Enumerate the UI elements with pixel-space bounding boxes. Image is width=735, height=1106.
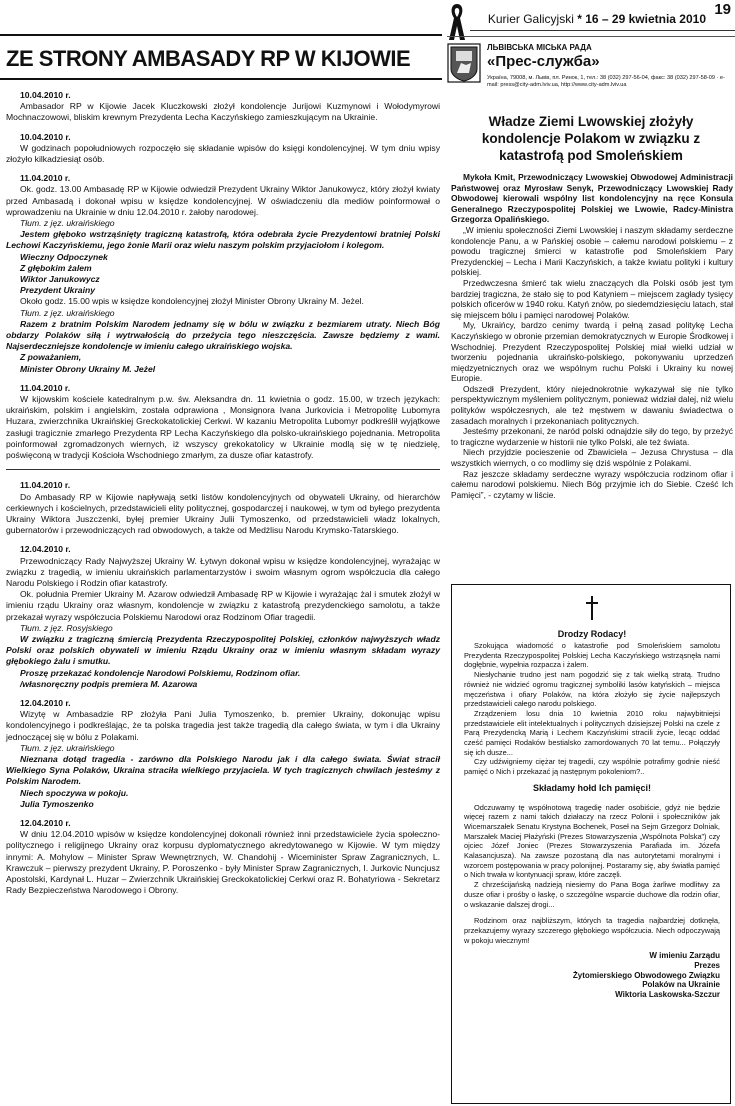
article-paragraph: My, Ukraińcy, bardzo cenimy twardą i pełną zasad politykę Lecha Kaczyńskiego w obronie przemian demokratycznych w Europie Środkowej i Wschodniej. Prezydent Rzeczypospolitej Polskiej miał wielki udział w tworzeniu pojednania ukraińsko-polskiego, pokonywaniu uprzedzeń międzyetnicznych oraz we wspólnym ruchu Polski i Ukrainy ku nowej Europie. [451,320,733,384]
entry-date: 12.04.2010 r. [20,544,71,555]
box-paragraph: Niesłychanie trudno jest nam pogodzić się z tak wielką stratą. Trudno również nie widzieć ogromu tragicznej symboliki lasów katyńskich – miejsca męczeństwa i ofiary Polaków, na która złożyło się życie najlepszych przedstawicieli całego narodu polskiego. [464,670,720,709]
entry-text: Do Ambasady RP w Kijowie napływają setki listów kondolencyjnych od obywateli Ukrainy, od hierarchów cerkiewnych i kościelnych, przedstawicieli elity politycznej, gospodarczej i naukowej, w tym od byłego prezydenta Ukrainy Wiktora Juszczenki, byłej premier Ukrainy Julii Tymoszenko, od przedstawicieli władz lokalnych, gubernatorów i przewodniczących rad obwodowych, a także od Medżlisu Narodu Krymsko-Tatarskiego. [6,491,440,536]
quote-line: Julia Tymoszenko [20,798,94,809]
quote-line: Niech spoczywa w pokoju. [20,787,129,798]
quote-line: Z głębokim żalem [20,262,92,273]
entry-text: Około godz. 15.00 wpis w księdze kondolencyjnej złożył Minister Obrony Ukrainy M. Jeżel. [20,296,364,307]
article-paragraph: Niech przyjdzie pocieszenie od Zbawiciela – Jezusa Chrystusa – dla wszystkich wiernych, o co modlimy się dziś wspólnie z Polakami. [451,447,733,469]
entry [6,173,440,375]
signature-line: Polaków na Ukrainie [642,980,720,990]
article-headline: Władze Ziemi Lwowskiej złożyły kondolencje Polakom w związku z katastrofą pod Smoleńskiem [481,114,701,163]
signature-line: Prezes [694,960,720,970]
entry-text: W dniu 12.04.2010 wpisów w księdze kondolencyjnej dokonali również inni przedstawiciele życia społeczno-politycznego i religijnego Ukrainy oraz korpusu dyplomatycznego akredytowanego w Kijowie. W tym między innymi: A. Mohylow – Minister Spraw Wewnętrznych, W. Chandohij - Wiceminister Spraw Zagranicznych, L. Krawczuk – pierwszy prezydent Ukrainy, P. Poroszenko - były Minister Spraw Zagranicznych, I. Jurkovic Nuncjusz Apostolski, Kardynał L. Huzar – Zwierzchnik Ukraińskiej Greckokatolickiej Cerkwi oraz R. Bohatyriowa - Sekretarz Rady Bezpieczeństwa Narodowego i Obrony. [6,829,440,896]
box-paragraph: Zrządzeniem losu dnia 10 kwietnia 2010 roku najwybitniejsi przedstawiciele elit intelektualnych i politycznych dzisiejszej Polski na czele z Parą Prezydencką Marią i Lechem Kaczyńskimi stracili życie, lecąc oddać cześć pamięci Rodaków bestialsko zamordowanych 70 lat temu... Połączyły się ich dusze... [464,708,720,757]
entry-text: Wizytę w Ambasadzie RP złożyła Pani Julia Tymoszenko, b. premier Ukrainy, dokonując wpisu kondolencyjnego i podkreślając, że ta polska tragedia jest także tragedią dla całego świata, w tym i dla Ukrainy jednoczącej się w bólu z Polakami. [6,709,440,742]
quote-line: Minister Obrony Ukrainy M. Jeżel [20,363,156,374]
quote-line: Proszę przekazać kondolencje Narodowi Polskiemu, Rodzinom ofiar. [20,667,301,678]
lviv-column [447,36,735,500]
divider [6,469,440,470]
entry-text: Przewodniczący Rady Najwyższej Ukrainy W. Łytwyn dokonał wpisu w księdze kondolencyjnej, wyrażając w związku z tragedią, w imieniu ukraińskich parlamentarzystów i swoim własnym ogrom współczucia dla całego Narodu Polskiego i Rodzin ofiar katastrofy. [6,555,440,588]
quote-line: Wieczny Odpoczynek [20,251,108,262]
quote-line: /własnoręczny podpis premiera M. Azarowa [20,678,198,689]
running-header [470,12,706,26]
entry-date: 12.04.2010 r. [20,817,71,828]
quote: W związku z tragiczną śmiercią Prezydenta Rzeczypospolitej Polskiej, członków najwyższych władz Polski oraz polskich obywateli w imieniu Rządu Ukrainy oraz w imieniu własnym składam wyrazy głębokiego żalu i smutku. [6,633,440,667]
box-paragraph: Czy udźwigniemy ciężar tej tragedii, czy wspólnie potrafimy godnie nieść pamięć o Nich i przekazać ją następnym pokoleniom?.. [464,757,720,777]
address-line: Україна, 79008, м. Львів, пл. Ринок, 1, тел.: 38 (032) 297-56-04, факс: 38 (032) 297-58-09 · e-mail: press@city-adm.lviv.ua, http://www.city-adm.lviv.ua [487,75,725,88]
entry-date: 11.04.2010 r. [20,480,71,491]
article-paragraph: „W imieniu społeczności Ziemi Lwowskiej i naszym składamy serdeczne kondolencje Panu, a w Pańskiej osobie – całemu narodowi polskiemu – z powodu tragicznej śmierci w katastrofie pod Smoleńskiem Pary Prezydenckiej – Lecha i Marii Kaczyńskich, a także kwiatu polityki i kultury polskiej. [451,224,733,278]
entry [6,544,440,690]
entry [6,818,440,896]
box-paragraph: Rodzinom oraz najbliższym, których ta tragedia najbardziej dotknęła, przekazujemy wyrazy szczerego głębokiego współczucia. Niech odpoczywają w pokoju wiecznym! [464,916,720,945]
entry-date: 11.04.2010 r. [20,382,71,393]
header-rule [470,30,735,31]
box-title: Drodzy Rodacy! [557,629,627,639]
entry-date: 10.04.2010 r. [20,90,71,100]
quote-line: Prezydent Ukrainy [20,285,95,296]
article-paragraph: Odszedł Prezydent, który niejednokrotnie wykazywał się nie tylko perspektywicznym myśleniem politycznym, ponieważ widział dalej, niż wielu polityków współczesnych, ale też męstwem w dawaniu świadectwa o zasadach moralnych i przekonaniach politycznych. [451,383,733,426]
signature-line: Wiktoria Laskowska-Szczur [615,989,720,999]
translation-note: Tłum. z jęz. ukraińskiego [20,218,115,229]
entry-date: 12.04.2010 r. [20,697,71,708]
issue-date: * 16 – 29 kwietnia 2010 [577,12,706,26]
press-service: «Прес-служба» [487,53,600,70]
translation-note: Tłum. z jęz. ukraińskiego [20,307,115,318]
entry [6,480,440,536]
box-paragraph: Odczuwamy tę współnotową tragedię nader osobiście, gdyż nie będzie więcej razem z nami takich działaczy na rzecz Polonii i społeczników jak Wicemarszałek Senatu Krystyna Bochenek, Poseł na Sejm Grzegorz Dolniak, Marszałek Maciej Płażyński (Prezes Stowarzyszenia „Wspólnota Polska”) czy ojciec Józef Joniec (Prezes Stowarzyszenia Parafiada im. Józefa Kalasancjusza). Na zawsze pozostaną dla nas autorytetami moralnymi i wzorcem postępowania w pracy polonijnej. Postaramy się, aby światła pamięć o Nich trwała w kontynuacji spraw, które zaczęli. [464,802,720,880]
condolence-box [451,584,731,1104]
signature-line: W imieniu Zarządu [649,951,720,961]
entry-text: W godzinach popołudniowych rozpoczęło się składanie wpisów do księgi kondolencyjnej. W tym dniu wpisy złożyło kilkadziesiąt osób. [6,142,440,165]
translation-note: Tłum. z jęz. Rosyjskiego [20,622,113,633]
lviv-coat-of-arms-icon [447,43,481,83]
article-paragraph: Raz jeszcze składamy serdeczne wyrazy współczucia rodzinom ofiar i całemu narodowi polskiemu. Niech Bóg przyjmie ich do Siebie. Cześć Ich Pamięci”, - czytamy w liście. [451,468,733,500]
entry [6,698,440,810]
article-lead: Mykoła Kmit, Przewodniczący Lwowskiej Obwodowej Administracji Państwowej oraz Myrosław Senyk, Przewodniczący Lwowskiej Rady Obwodowej kierowali wspólny list kondolencyjny na ręce Konsula Generalnego Rzeczypospolitej Polskiej we Lwowie, Radcy-Ministra Grzegorza Opalińskiego. [451,172,733,225]
cross-icon [581,595,603,621]
box-signature [464,951,720,999]
box-subtitle: Składamy hołd Ich pamięci! [532,782,652,793]
press-service-letterhead [447,36,735,99]
box-paragraph: Szokująca wiadomość o katastrofie pod Smoleńskiem samolotu Prezydenta Rzeczypospolitej Polskiej Lecha Kaczyńskiego wstrząsnęła nami dogłębnie, wypełnia rozpacza i żalem. [464,641,720,670]
entry [6,90,440,124]
section-title: ZE STRONY AMBASADY RP W KIJOWIE [0,34,442,80]
entry-date: 11.04.2010 r. [20,173,71,184]
quote: Razem z bratnim Polskim Narodem jednamy się w bólu w związku z bezmiarem utraty. Niech Bóg obdarzy Polaków siłą i wytrwałością do przeżycia tego nieszczęścia. Zawsze będziemy z wami. Najserdeczniejsze kondolencje w imieniu całego ukraińskiego wojska. [6,318,440,352]
article-paragraph: Przedwczesna śmierć tak wielu znaczących dla Polski osób jest tym bardziej tragiczna, że stało się to pod Katyniem – miejscem zagłady tysięcy polskich oficerów w 1940 roku. Katyń znów, po siedemdziesięciu latach, stał się miejscem bólu i pamięci narodowej Polaków. [451,277,733,320]
translation-note: Tłum. z jęz. ukraińskiego [20,742,115,753]
article-paragraph: Jesteśmy przekonani, że naród polski odnajdzie siły do tego, by przeżyć to tragiczne wydarzenie w historii nie tylko Polski, ale też świata. [451,426,733,447]
entry-text: W kijowskim kościele katedralnym p.w. św. Aleksandra dn. 11 kwietnia o godz. 15.00, w trzech językach: ukraińskim, polskim i angielskim, została odprawiona , Monsignora Ivana Jurkovicia i Metropolitę Lubomyra Huzara, zwierzchnika Ukraińskiej Greckokatolickiej Cerkwi. W kazaniu Metropolita Lubomyr podkreślił wyjątkowe zasługi tragicznie zmarłego Prezydenta RP Lecha Kaczyńskiego dla polsko-ukraińskiego pojednania. Metropolita poinformował zgromadzonych wiernych, iż wszyscy grekokatolicy w Ukrainie modlą się w tę niedzielę, poświęconą w tradycji Kościoła Wschodniego zmarłym, za dusze ofiar katastrofy. [6,394,440,461]
entry-date: 10.04.2010 r. [20,131,71,142]
entry [6,132,440,166]
box-paragraph: Z chrześcijańską nadzieją niesiemy do Pana Boga żarliwe modlitwy za dusze ofiar i prośby o łaskę, o szczególne wsparcie duchowe dla rodzin ofiar, o wskazanie dalszej drogi... [464,880,720,909]
entry-text: Ok. godz. 13.00 Ambasadę RP w Kijowie odwiedził Prezydent Ukrainy Wiktor Janukowycz, który złożył kwiaty przed Ambasadą i dokonał wpisu w księdze kondolencyjnej. W oświadczeniu dla mediów poinformował o wprowadzeniu na Ukrainie w dniu 12.04.2010 r. żałoby narodowej. [6,184,440,217]
paper-name: Kurier Galicyjski [487,12,574,26]
article-body [447,172,735,500]
page-number: 19 [714,1,731,18]
embassy-column [0,34,442,904]
signature-line: Żytomierskiego Obwodowego Związku [572,970,720,980]
quote: Jestem głęboko wstrząśnięty tragiczną katastrofą, która odebrała życie Prezydentowi bratniej Polski Lechowi Kaczyńskiemu, jego żonie Marii oraz wielu naszym polskim przyjaciołom i kolegom. [6,229,440,251]
quote-line: Wiktor Janukowycz [20,274,100,285]
entry [6,383,440,461]
city-council: ЛЬВІВСЬКА МІСЬКА РАДА [487,43,592,52]
entry-text: Ok. południa Premier Ukrainy M. Azarow odwiedził Ambasadę RP w Kijowie i wyrażając żal i smutek złożył w imieniu rządu Ukrainy oraz własnym, kondolencje w związku z katastrofą prezydenckiego samolotu, a także przekazał wyrazy współczucia Polskiemu Narodowi oraz Rodzinom Ofiar tragedii. [6,589,440,622]
entry-text: Ambasador RP w Kijowie Jacek Kluczkowski złożył kondolencje Jurijowi Kuzmynowi i Wołodymyrowi Mochnaczowowi, bliskim krewnym Prezydenta Lecha Kaczyńskiego zamieszkującym na Ukrainie. [6,101,440,123]
quote: Nieznana dotąd tragedia - zarówno dla Polskiego Narodu jak i dla całego świata. Świat stracił Wielkiego Syna Polaków, Ukraina straciła wielkiego przyjaciela. W tych tragicznych chwilach jesteśmy z Polskim Narodem. [6,753,440,787]
quote-line: Z poważaniem, [20,352,82,363]
